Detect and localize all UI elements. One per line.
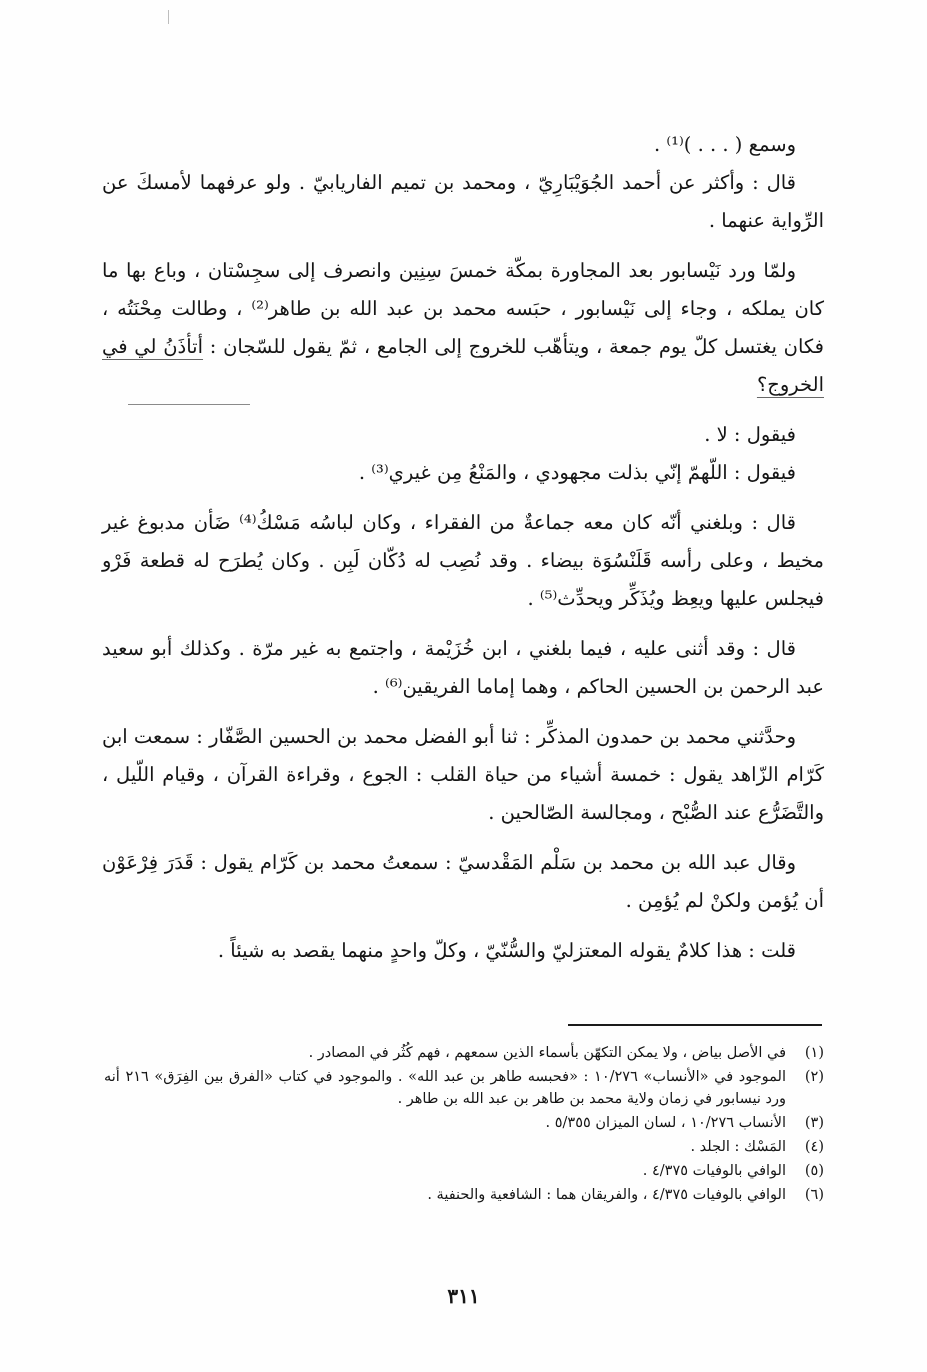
footnote-text: الوافي بالوفيات ٤/٣٧٥ ، والفريقان هما : الشافعية والحنفية . (427, 1187, 786, 1203)
footnotes (104, 1042, 824, 1208)
pencil-underline (128, 404, 250, 405)
footnote-number: (٦) (804, 1187, 824, 1203)
footnote-number: (٣) (804, 1115, 824, 1131)
footnote-number: (١) (804, 1045, 824, 1061)
footnote-text: الأنساب ١٠/٢٧٦ ، لسان الميزان ٥/٣٥٥ . (545, 1115, 786, 1131)
paragraph: وقال عبد الله بن محمد بن سَلْم المَقْدسيّ : سمعتُ محمد بن كَرّام يقول : قَدَرَ فِرْعَوْن أن يُؤمن ولكنْ لم يُؤمِن . (102, 851, 824, 912)
paragraph: قال : وقد أثنى عليه ، فيما بلغني ، ابن خُزَيْمة ، واجتمع به غير مرّة . وكذلك أبو سعيد عبد الرحمن بن الحسين الحاكم ، وهما إماما الفريقين⁽⁶⁾ . (102, 637, 824, 698)
paragraph: قال : وأكثر عن أحمد الجُوَيْبَارِيّ ، ومحمد بن تميم الفاريابيّ . ولو عرفهما لأمسكَ عن الرِّواية عنهما . (102, 171, 824, 232)
footnote (104, 1160, 824, 1182)
paragraph-text: ولمّا ورد نَيْسابور بعد المجاورة بمكّة خمسَ سِنِين وانصرف إلى سجِسْتان ، وباع بها ما كان يملكه ، وجاء إلى نَيْسابور ، حبَسه محمد بن عبد الله بن طاهر⁽²⁾ ، وطالت مِحْنَتُه ، فكان يغتسل كلّ يوم جمعة ، ويتأهّب للخروج إلى الجامع ، ثمّ يقول للسّجان : (102, 259, 824, 358)
paragraph: وحدَّثني محمد بن حمدون المذكِّر : ثنا أبو الفضل محمد بن الحسين الصَّفّار : سمعت ابن كَرّام الزّاهد يقول : خمسة أشياء من حياة القلب : الجوع ، وقراءة القرآن ، وقيام اللّيل ، والتَّضَرُّع عند الصُّبْح ، ومجالسة الصّالحين . (102, 725, 824, 824)
footnote (104, 1042, 824, 1064)
footnote-text: الموجود في «الأنساب» ١٠/٢٧٦ : «فحبسه طاهر بن عبد الله» . والموجود في كتاب «الفرق بين الفِرَق» ٢١٦ أنه ورد نيسابور في زمان ولاية محمد بن طاهر بن عبد الله بن طاهر . (104, 1069, 787, 1107)
footnote (104, 1112, 824, 1134)
paragraph (102, 252, 824, 404)
footnote (104, 1136, 824, 1158)
footnote (104, 1184, 824, 1206)
footnote (104, 1066, 824, 1110)
footnote-number: (٥) (804, 1163, 824, 1179)
paragraph: فيقول : اللّهمّ إنّي بذلت مجهودي ، والمَنْعُ مِن غيري⁽³⁾ . (358, 461, 796, 484)
underlined-quote: أتأذَنُ لي في الخروج؟ (102, 335, 824, 396)
paragraph: قلت : هذا كلامٌ يقوله المعتزليّ والسُّنّيّ ، وكلّ واحدٍ منهما يقصد به شيئاً . (217, 939, 796, 962)
page-number: ٣١١ (447, 1284, 480, 1308)
footnote-text: في الأصل بياض ، ولا يمكن التكهّن بأسماء الذين سمعهم ، فهم كُثُر في المصادر . (308, 1045, 786, 1061)
paragraph: فيقول : لا . (704, 423, 796, 446)
footnote-number: (٤) (804, 1139, 824, 1155)
footnote-number: (٢) (804, 1069, 824, 1085)
paragraph: وسمع ( . . . )⁽¹⁾ . (653, 133, 796, 156)
main-text (102, 126, 824, 970)
paragraph: قال : وبلغني أنّه كان معه جماعةٌ من الفقراء ، وكان لباسُه مَسْكُ⁽⁴⁾ ضَأن مدبوغ غير مخيط ، وعلى رأسه قَلَنْسُوَة بيضاء . وقد نُصِب له دُكّان لَبِن . وكان يُطرَح له قطعة فَرْو فيجلس عليها ويعِظ ويُذَكِّر ويحدِّث⁽⁵⁾ . (102, 511, 824, 610)
footnote-text: الوافي بالوفيات ٤/٣٧٥ . (642, 1163, 786, 1179)
footnote-text: المَسْك : الجلد . (690, 1139, 786, 1155)
scan-mark (168, 10, 169, 24)
footnote-separator (568, 1024, 822, 1026)
